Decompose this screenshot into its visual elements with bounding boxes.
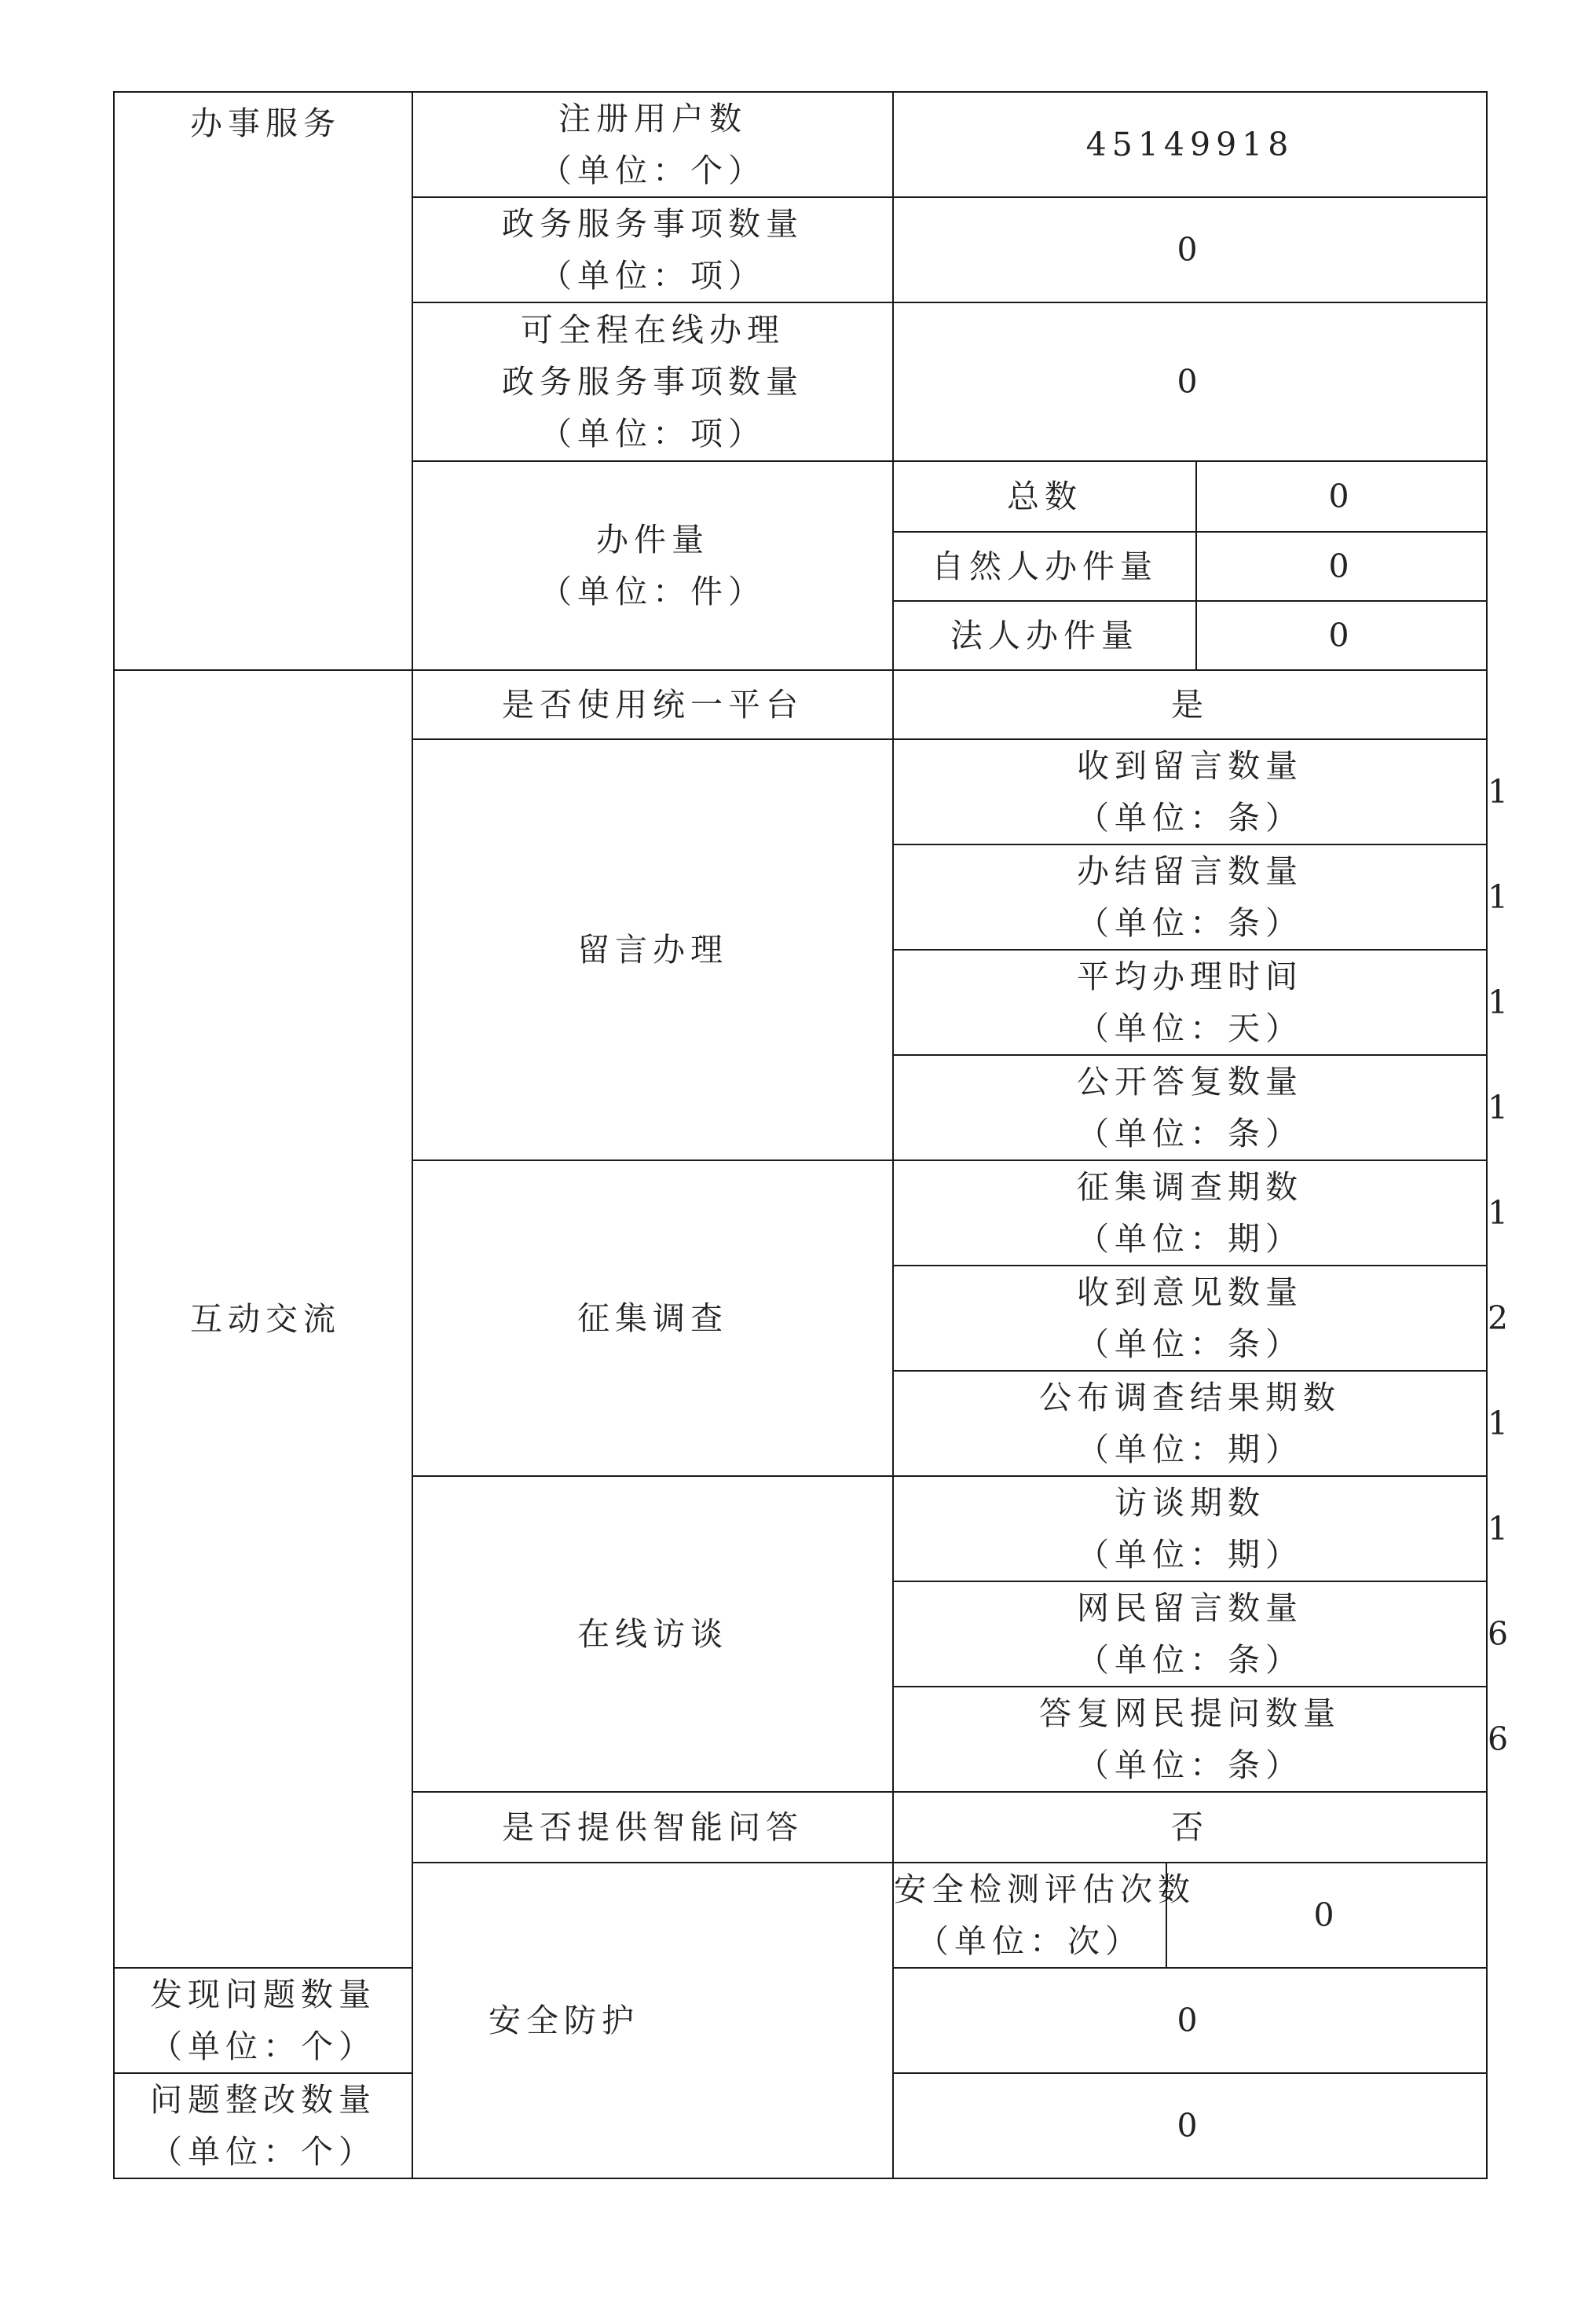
- sub-label: 征集调查期数 （单位：期）: [893, 1160, 1487, 1266]
- group-label: 在线访谈: [412, 1476, 893, 1792]
- table-row: 公布调查结果期数 （单位：期） 1: [114, 1371, 1487, 1476]
- statistics-table: [113, 91, 1514, 2179]
- row-value: 是: [893, 670, 1487, 739]
- table-row: 收到意见数量 （单位：条） 2: [114, 1266, 1487, 1371]
- table-row: 答复网民提问数量 （单位：条） 6: [114, 1687, 1487, 1792]
- sub-label: 收到意见数量 （单位：条）: [893, 1266, 1487, 1371]
- row-value: 否: [893, 1792, 1487, 1863]
- sub-label: 办结留言数量 （单位：条）: [893, 844, 1487, 950]
- row-label: 是否使用统一平台: [412, 670, 893, 739]
- row-label: 是否提供智能问答: [412, 1792, 893, 1863]
- category-office: 办事服务: [114, 92, 412, 670]
- row-label: 安全检测评估次数 （单位：次）: [893, 1863, 1166, 1968]
- table-row: 办结留言数量 （单位：条） 1: [114, 844, 1487, 950]
- sub-value: 0: [1196, 532, 1487, 601]
- sub-label: 网民留言数量 （单位：条）: [893, 1581, 1487, 1687]
- category-security: 安全防护: [412, 1863, 893, 2178]
- group-label: 征集调查: [412, 1160, 893, 1476]
- table-row: 网民留言数量 （单位：条） 6: [114, 1581, 1487, 1687]
- table-row: [114, 670, 1487, 739]
- table-row: 在线访谈 访谈期数 （单位：期） 1: [114, 1476, 1487, 1581]
- group-label: 留言办理: [412, 739, 893, 1160]
- row-value: 0: [893, 197, 1487, 302]
- table-row: 公开答复数量 （单位：条） 1: [114, 1055, 1487, 1160]
- sub-label: 平均办理时间 （单位：天）: [893, 950, 1487, 1055]
- table-row: 征集调查 征集调查期数 （单位：期） 1: [114, 1160, 1487, 1266]
- sub-label: 公布调查结果期数 （单位：期）: [893, 1371, 1487, 1476]
- sub-label: 自然人办件量: [893, 532, 1196, 601]
- row-label: 政务服务事项数量 （单位：项）: [412, 197, 893, 302]
- table-row: 平均办理时间 （单位：天） 1: [114, 950, 1487, 1055]
- sub-value: 0: [1196, 601, 1487, 670]
- row-label: 可全程在线办理 政务服务事项数量 （单位：项）: [412, 302, 893, 461]
- row-value: 0: [1166, 1863, 1487, 1968]
- sub-label: 收到留言数量 （单位：条）: [893, 739, 1487, 844]
- sub-label: 公开答复数量 （单位：条）: [893, 1055, 1487, 1160]
- table-row: [114, 92, 1487, 197]
- table-row: 留言办理 收到留言数量 （单位：条） 1: [114, 739, 1487, 844]
- sub-label: 答复网民提问数量 （单位：条）: [893, 1687, 1487, 1792]
- category-interaction: 互动交流: [114, 670, 412, 1968]
- sub-label: 法人办件量: [893, 601, 1196, 670]
- row-label: 注册用户数 （单位：个）: [412, 92, 893, 197]
- row-value: 0: [893, 302, 1487, 461]
- row-value: 0: [893, 1968, 1487, 2073]
- sub-label: 总数: [893, 461, 1196, 532]
- group-label: 办件量 （单位：件）: [412, 461, 893, 670]
- sub-label: 访谈期数 （单位：期）: [893, 1476, 1487, 1581]
- row-value: 45149918: [893, 92, 1487, 197]
- row-label: 发现问题数量 （单位：个）: [114, 1968, 412, 2073]
- sub-value: 0: [1196, 461, 1487, 532]
- row-value: 0: [893, 2073, 1487, 2178]
- row-label: 问题整改数量 （单位：个）: [114, 2073, 412, 2178]
